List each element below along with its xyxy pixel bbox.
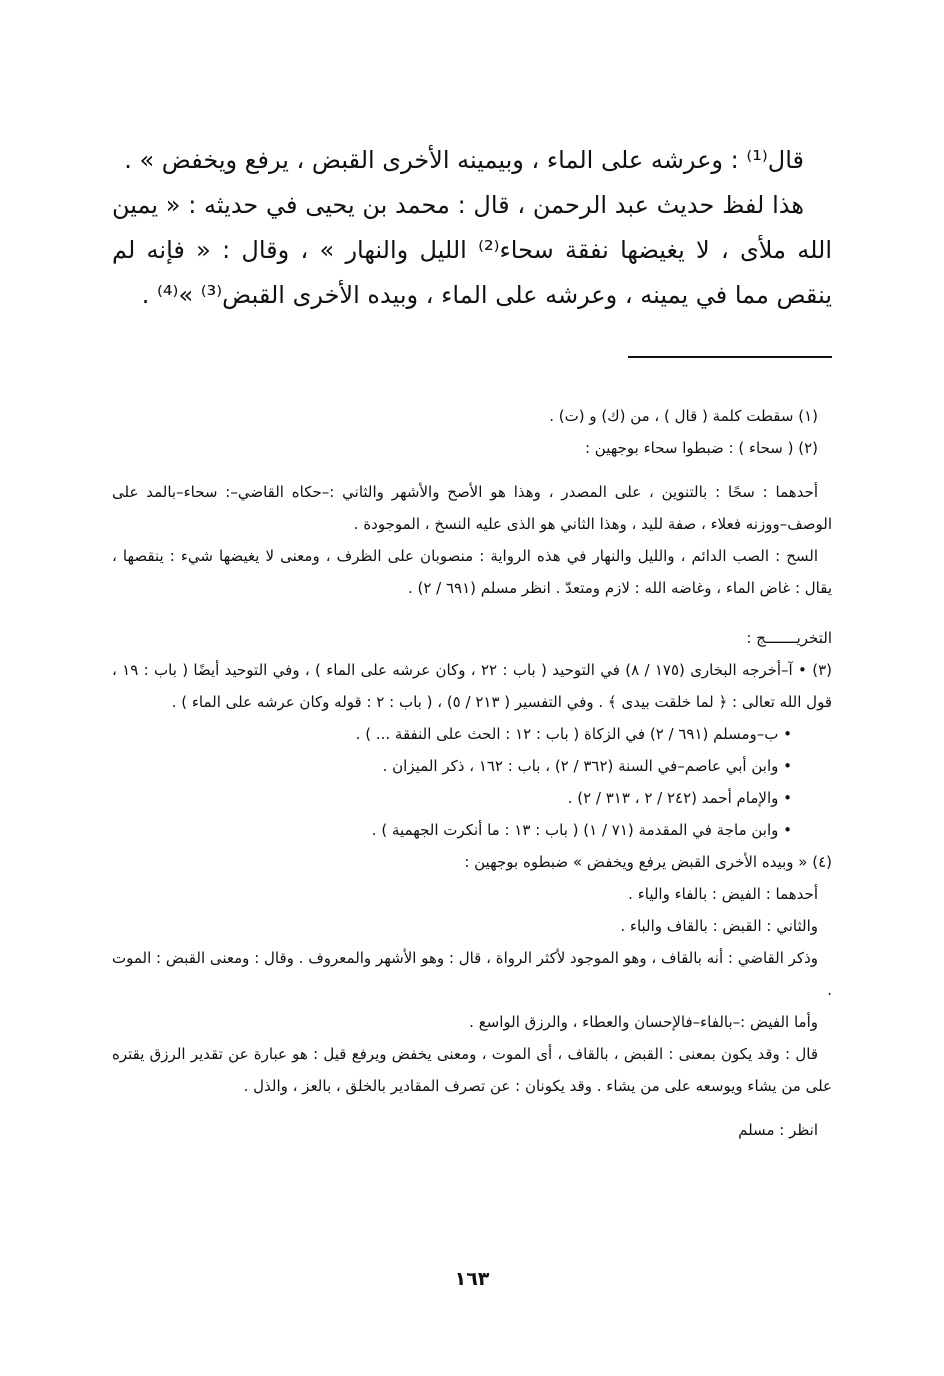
footnote-2-text: أحدهما : سحًا : بالتنوين ، على المصدر ، وهذا هو الأصح والأشهر والثاني :–حكاه القاضي–: سحاء–بالمد على الوصف–ووزنه فعلاء ، صفة لليد ، وهذا الثاني هو الذى عليه النسخ ، الموجودة . (112, 483, 832, 533)
main-paragraph: قال⁽¹⁾ : وعرشه على الماء ، وبيمينه الأخرى القبض ، يرفع ويخفض » . (124, 146, 804, 174)
footnote-3-bullet: • والإمام أحمد (٢٤٢ / ٢ ، ٣١٣ / ٢) . (567, 789, 792, 807)
footnote-3-bullet: • ب–ومسلم (٦٩١ / ٢) في الزكاة ( باب : ١٢ : الحث على النفقة ... ) . (355, 725, 792, 743)
footnote-3: (٣) • آ–أخرجه البخارى (١٧٥ / ٨) في التوحيد ( باب : ٢٢ ، وكان عرشه على الماء ) ، وفي التوحيد أيضًا ( باب : ١٩ ، قول الله تعالى : ﴿ لما خلقت بيدى ﴾ . وفي التفسير ( ٢١٣ / ٥) ، ( باب : ٢ : قوله وكان عرشه على الماء ) . (112, 661, 833, 711)
page-number: ١٦٣ (454, 1268, 490, 1290)
footnote-3-bullet: • وابن أبي عاصم–في السنة (٣٦٢ / ٢) ، باب : ١٦٢ ، ذكر الميزان . (382, 757, 792, 775)
footnote-3-bullet: • وابن ماجة في المقدمة (٧١ / ١) ( باب : ١٣ : ما أنكرت الجهمية ) . (371, 821, 792, 839)
footnote-4-text: انظر : مسلم (738, 1121, 818, 1139)
takhrij-heading: التخريـــــــج : (746, 629, 832, 647)
footnote-2-text: السح : الصب الدائم ، والليل والنهار في هذه الرواية : منصوبان على الظرف ، ومعنى لا يغيضها شيء : ينقصها ، يقال : غاض الماء ، وغاضه الله : لازم ومتعدّ . انظر مسلم (٦٩١ / ٢) . (112, 547, 832, 597)
main-paragraph: هذا لفظ حديث عبد الرحمن ، قال : محمد بن يحيى في حديثه : « يمين الله ملأى ، لا يغيضها نفقة سحاء⁽²⁾ الليل والنهار » ، وقال : « فإنه لم ينقص مما في يمينه ، وعرشه على الماء ، وبيده الأخرى القبض⁽³⁾ »⁽⁴⁾ . (112, 191, 832, 309)
footnote-4-text: قال : وقد يكون بمعنى : القبض ، بالقاف ، أى الموت ، ومعنى يخفض ويرفع قيل : هو عبارة عن تقدير الرزق يقتره على من يشاء ويوسعه على من يشاء . وقد يكونان : عن تصرف المقادير بالخلق ، بالعز ، والذل . (112, 1045, 832, 1095)
main-text-block (112, 138, 832, 318)
footnote-4-text: وأما الفيض :–بالفاء–فالإحسان والعطاء ، والرزق الواسع . (469, 1013, 818, 1031)
footnote-divider (628, 356, 832, 358)
footnote-4-text: أحدهما : الفيض : بالفاء والياء . (628, 885, 818, 903)
footnote-4-text: والثاني : القبض : بالقاف والباء . (620, 917, 818, 935)
footnote-4-text: وذكر القاضي : أنه بالقاف ، وهو الموجود لأكثر الرواة ، قال : وهو الأشهر والمعروف . وقال : ومعنى القبض : الموت . (112, 949, 832, 999)
footnote-2: (٢) ( سحاء ) : ضبطوا سحاء بوجهين : (584, 439, 818, 457)
footnote-1: (١) سقطت كلمة ( قال ) ، من (ك) و (ت) . (549, 407, 818, 425)
footnote-4: (٤) « وبيده الأخرى القبض يرفع ويخفض » ضبطوه بوجهين : (464, 853, 832, 871)
footnotes-block (112, 400, 832, 1146)
